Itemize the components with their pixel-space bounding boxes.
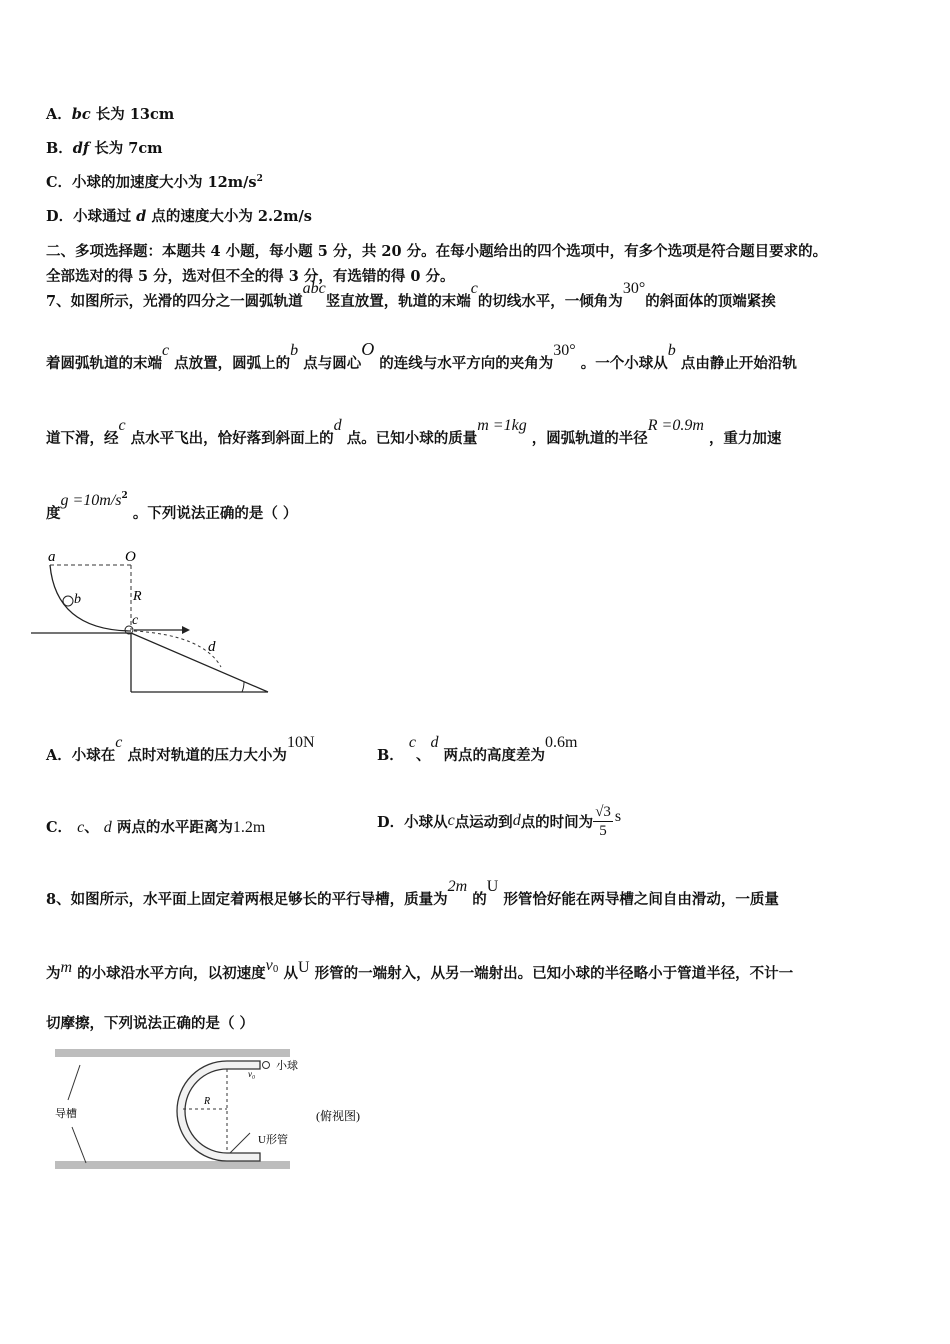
fig-label-view: (俯视图): [316, 1109, 360, 1123]
fig-label-R: R: [204, 1096, 211, 1107]
q7-option-d: D． 小球从 c 点运动到 d 点的时间为 $\frac{√3}{5}$ s: [377, 803, 622, 839]
q7-line2: 着圆弧轨道的末端c 点放置，圆弧上的b 点与圆心O 的连线与水平方向的夹角为30° 。一个小球从b 点由静止开始沿轨: [46, 339, 797, 372]
q7-option-b: B． c、d 两点的高度差为0.6m: [377, 734, 578, 764]
fig-label-groove: 导槽: [55, 1108, 77, 1120]
fig-label-d: d: [208, 639, 216, 655]
fig-label-O: O: [125, 549, 136, 565]
time-fraction: $\frac{√3}{5}$: [595, 803, 611, 839]
q7-option-c: C． c、 d 两点的水平距离为1.2m: [46, 819, 266, 836]
q7-option-a: A．小球在c 点时对轨道的压力大小为10N: [46, 734, 315, 764]
prev-option-b: B．df 长为 7cm: [46, 140, 163, 157]
prev-option-a: A．bc 长为 13cm: [46, 106, 175, 123]
fig-label-c: c: [132, 613, 139, 628]
q8-line3: 切摩擦，下列说法正确的是（ ）: [46, 1015, 255, 1032]
fig-label-tube: U形管: [258, 1134, 288, 1146]
q7-figure: [28, 545, 278, 700]
section-header-line1: 二、多项选择题：本题共 4 小题，每小题 5 分，共 20 分。在每小题给出的四个选项中，有多个选项是符合题目要求的。: [46, 243, 828, 260]
q7-line1: 7、如图所示，光滑的四分之一圆弧轨道abc竖直放置，轨道的末端c的切线水平，一倾角为30°的斜面体的顶端紧挨: [46, 280, 776, 310]
prev-option-d: D．小球通过 d 点的速度大小为 2.2m/s: [46, 208, 312, 225]
section-header-line2: 全部选对的得 5 分，选对但不全的得 3 分，有选错的得 0 分。: [46, 268, 455, 285]
q8-figure: [52, 1045, 392, 1175]
fig-label-a: a: [48, 549, 56, 565]
fig-label-b: b: [74, 592, 81, 607]
q8-line2: 为m 的小球沿水平方向，以初速度$v_0$ 从U 形管的一端射入，从另一端射出。已知小球的半径略小于管道半径，不计一: [46, 957, 794, 982]
fig-label-R: R: [133, 589, 142, 604]
prev-option-c: C．小球的加速度大小为 $12m/s^2$: [46, 174, 263, 191]
fig-label-ball: 小球: [276, 1060, 298, 1072]
fig-label-v0: v₀: [248, 1069, 256, 1079]
q7-line3: 道下滑，经c 点水平飞出，恰好落到斜面上的d 点。已知小球的质量m =1kg ，圆弧轨道的半径R =0.9m ，重力加速: [46, 417, 782, 447]
q7-line4: 度$g =10m/s^2$ 。下列说法正确的是（ ）: [46, 491, 298, 522]
q8-line1: 8、如图所示，水平面上固定着两根足够长的平行导槽，质量为2m 的U 形管恰好能在两导槽之间自由滑动，一质量: [46, 878, 779, 908]
